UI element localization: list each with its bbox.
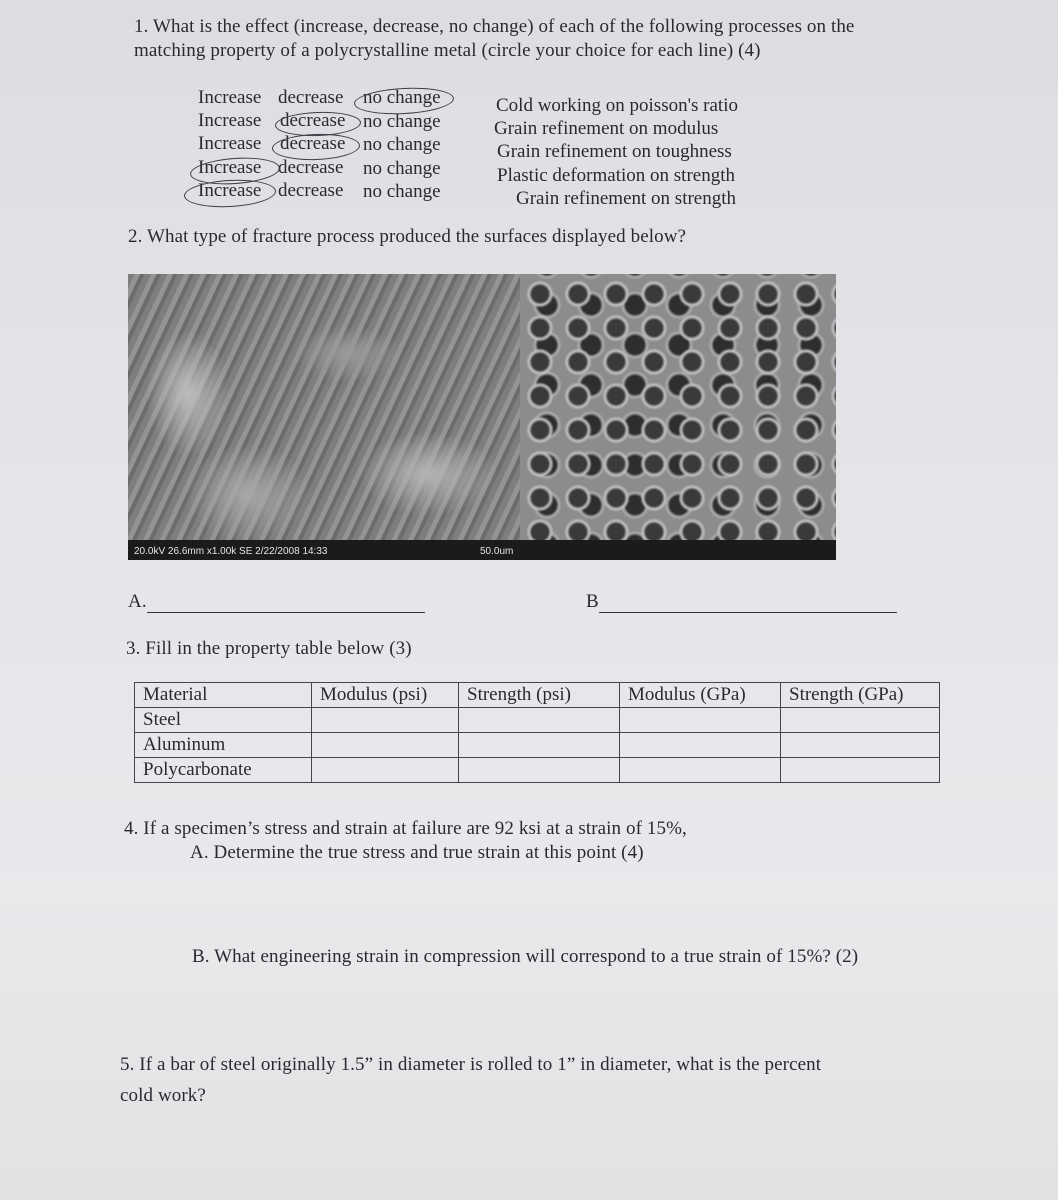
q5-text-line1: 5. If a bar of steel originally 1.5” in diameter is rolled to 1” in diameter, what is the percent	[120, 1054, 822, 1075]
property-table	[134, 682, 940, 783]
option-increase[interactable]: Increase	[198, 110, 262, 131]
table-row	[135, 708, 940, 733]
table-cell[interactable]	[312, 733, 459, 758]
q1-text-line2: matching property of a polycrystalline metal (circle your choice for each line) (4)	[134, 40, 761, 61]
fracture-image-a	[128, 274, 520, 560]
table-cell[interactable]	[781, 708, 940, 733]
option-increase[interactable]: Increase	[198, 133, 262, 154]
q3-text: 3. Fill in the property table below (3)	[126, 638, 412, 659]
option-no-change[interactable]: no change	[363, 87, 441, 108]
q1-process: Grain refinement on modulus	[494, 118, 719, 139]
option-increase[interactable]: Increase	[198, 87, 262, 108]
table-cell[interactable]	[312, 708, 459, 733]
table-row	[135, 758, 940, 783]
q1-process: Plastic deformation on strength	[497, 165, 735, 186]
q1-process: Grain refinement on toughness	[497, 141, 732, 162]
table-header: Modulus (psi)	[312, 683, 459, 708]
table-header: Strength (psi)	[459, 683, 620, 708]
answer-b	[586, 590, 897, 613]
table-cell[interactable]	[312, 758, 459, 783]
answer-b-label: B	[586, 591, 599, 612]
q4-text: 4. If a specimen’s stress and strain at failure are 92 ksi at a strain of 15%,	[124, 818, 687, 839]
option-decrease[interactable]: decrease	[280, 133, 346, 154]
table-cell[interactable]	[459, 733, 620, 758]
q1-text-line1: 1. What is the effect (increase, decrease, no change) of each of the following processes on the	[134, 16, 855, 37]
fracture-images	[128, 274, 836, 560]
table-cell-material: Aluminum	[135, 733, 312, 758]
q2-text: 2. What type of fracture process produced the surfaces displayed below?	[128, 226, 687, 247]
table-cell[interactable]	[620, 758, 781, 783]
sem-info-text: 20.0kV 26.6mm x1.00k SE 2/22/2008 14:33	[134, 546, 328, 557]
sem-info-bar	[128, 540, 836, 560]
q1-process: Cold working on poisson's ratio	[496, 95, 738, 116]
q4-part-b: B. What engineering strain in compression will correspond to a true strain of 15%? (2)	[192, 946, 859, 967]
option-increase[interactable]: Increase	[198, 180, 262, 201]
q4-part-a: A. Determine the true stress and true strain at this point (4)	[190, 842, 644, 863]
option-decrease[interactable]: decrease	[278, 180, 344, 201]
table-cell[interactable]	[781, 733, 940, 758]
table-header: Modulus (GPa)	[620, 683, 781, 708]
table-cell[interactable]	[620, 708, 781, 733]
option-decrease[interactable]: decrease	[278, 157, 344, 178]
q1-process: Grain refinement on strength	[516, 188, 737, 209]
q5-text-line2: cold work?	[120, 1085, 206, 1106]
option-decrease[interactable]: decrease	[278, 87, 344, 108]
table-cell[interactable]	[620, 733, 781, 758]
fracture-image-b	[520, 274, 836, 560]
table-header: Material	[135, 683, 312, 708]
sem-scale-text: 50.0um	[480, 546, 514, 557]
table-header-row	[135, 683, 940, 708]
table-cell[interactable]	[781, 758, 940, 783]
table-cell-material: Steel	[135, 708, 312, 733]
table-cell[interactable]	[459, 708, 620, 733]
table-header: Strength (GPa)	[781, 683, 940, 708]
option-no-change[interactable]: no change	[363, 181, 441, 202]
option-no-change[interactable]: no change	[363, 134, 441, 155]
table-row	[135, 733, 940, 758]
option-no-change[interactable]: no change	[363, 111, 441, 132]
option-increase[interactable]: Increase	[198, 157, 262, 178]
table-cell[interactable]	[459, 758, 620, 783]
answer-a	[128, 590, 425, 613]
option-decrease[interactable]: decrease	[280, 110, 346, 131]
table-cell-material: Polycarbonate	[135, 758, 312, 783]
answer-a-label: A.	[128, 591, 147, 612]
option-no-change[interactable]: no change	[363, 158, 441, 179]
answer-b-blank[interactable]	[599, 590, 897, 613]
answer-a-blank[interactable]	[147, 590, 425, 613]
